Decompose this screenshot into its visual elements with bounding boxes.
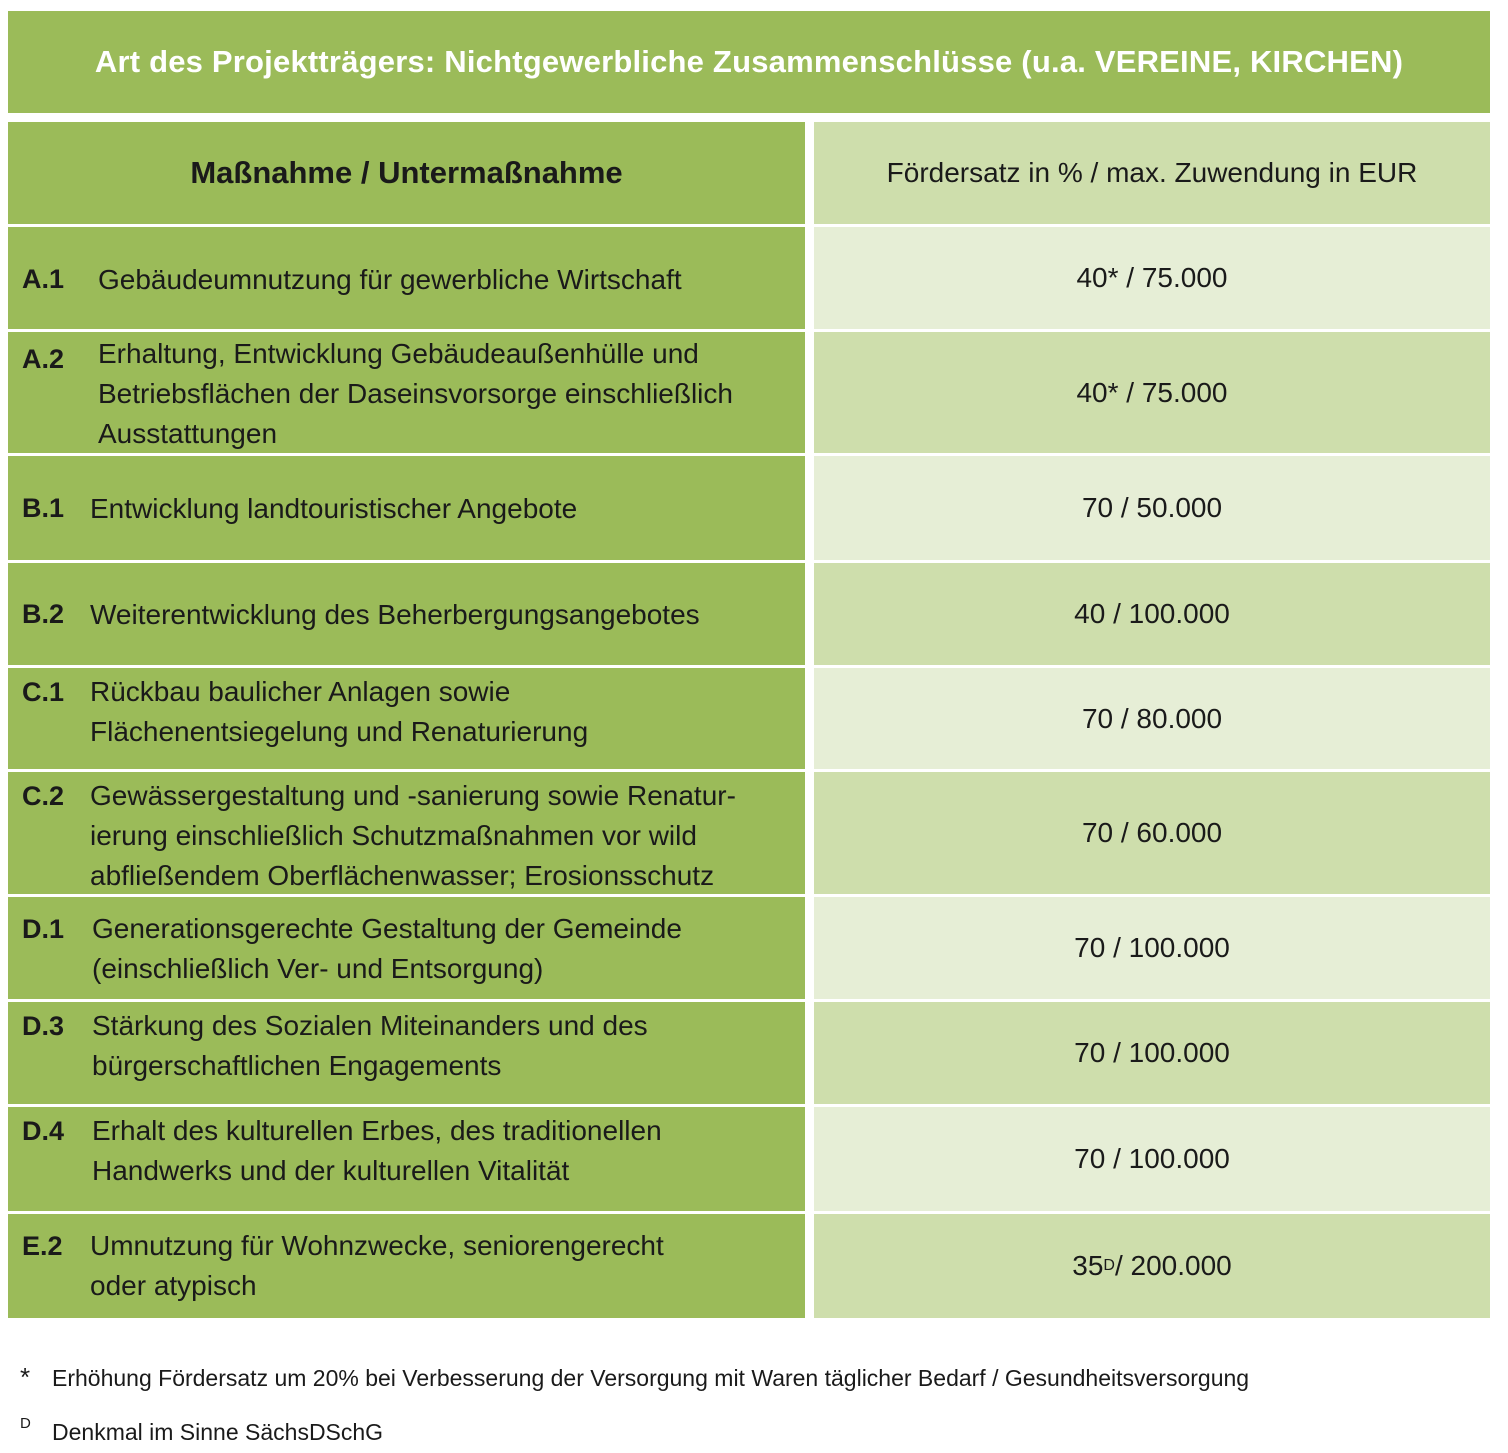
rate-cell: 70 / 60.000 <box>814 772 1490 894</box>
table-row <box>8 563 1490 665</box>
rate-max: / 200.000 <box>1114 1250 1232 1281</box>
funding-table <box>8 122 1490 1321</box>
footnote-star-text: Erhöhung Fördersatz um 20% bei Verbesserung der Versorgung mit Waren täglicher Bedarf / Gesundheitsversorgung <box>52 1365 1250 1391</box>
table-row <box>8 897 1490 999</box>
measure-cell <box>8 227 805 329</box>
measure-label: Gewässergestaltung und -sanierung sowie Renatur- ierung einschließlich Schutzmaßnahmen vor wild abfließendem Oberflächenwasser; Erosionsschutz <box>90 780 736 891</box>
table-row <box>8 1002 1490 1104</box>
measure-label: Rückbau baulicher Anlagen sowie Flächenentsiegelung und Renaturierung <box>90 676 589 747</box>
measure-cell <box>8 456 805 560</box>
table-row <box>8 772 1490 894</box>
table-row <box>8 1107 1490 1211</box>
measure-code: D.4 <box>22 1116 65 1146</box>
measure-code: C.1 <box>22 677 65 707</box>
measure-code: A.2 <box>22 344 65 374</box>
rate-cell: 35 D / 200.000 <box>814 1214 1490 1318</box>
measure-cell <box>8 897 805 999</box>
measure-label: Weiterentwicklung des Beherbergungsangebotes <box>90 599 700 630</box>
measure-cell <box>8 1002 805 1104</box>
rate-cell: 70 / 100.000 <box>814 1002 1490 1104</box>
rate-cell: 70 / 50.000 <box>814 456 1490 560</box>
rate-cell: 40* / 75.000 <box>814 227 1490 329</box>
footnote-d-mark: D <box>20 1415 31 1432</box>
measure-label: Erhaltung, Entwicklung Gebäudeaußenhülle und Betriebsflächen der Daseinsvorsorge einschließlich Ausstattungen <box>98 338 733 449</box>
measure-label: Umnutzung für Wohnzwecke, seniorengerecht oder atypisch <box>90 1230 664 1301</box>
table-row <box>8 1214 1490 1318</box>
measure-label: Entwicklung landtouristischer Angebote <box>90 493 578 524</box>
rate-cell: 70 / 100.000 <box>814 1107 1490 1211</box>
header-row <box>8 122 1490 224</box>
table-row <box>8 668 1490 769</box>
footnote-d <box>20 1415 384 1446</box>
measure-code: B.1 <box>22 493 65 523</box>
rate-cell: 70 / 100.000 <box>814 897 1490 999</box>
measure-label: Gebäudeumnutzung für gewerbliche Wirtschaft <box>98 264 682 295</box>
measure-code: D.3 <box>22 1011 65 1041</box>
table-row <box>8 456 1490 560</box>
table-row <box>8 227 1490 329</box>
measure-code: C.2 <box>22 781 65 811</box>
measure-label: Generationsgerechte Gestaltung der Gemeinde (einschließlich Ver- und Entsorgung) <box>92 913 682 984</box>
table-row <box>8 332 1490 453</box>
measure-code: B.2 <box>22 599 65 629</box>
measure-cell <box>8 1214 805 1318</box>
footnote-star-mark: * <box>20 1362 31 1392</box>
rate-value: 35 <box>1072 1250 1104 1281</box>
measure-cell <box>8 1107 805 1211</box>
measure-cell <box>8 668 805 769</box>
table-title: Art des Projektträgers: Nichtgewerbliche Zusammenschlüsse (u.a. VEREINE, KIRCHEN) <box>94 44 1404 79</box>
measure-code: E.2 <box>22 1231 63 1261</box>
header-measure: Maßnahme / Untermaßnahme <box>8 122 805 224</box>
measure-cell <box>8 563 805 665</box>
measure-code: D.1 <box>22 914 65 944</box>
footnote-star <box>20 1362 1249 1393</box>
header-rate: Fördersatz in % / max. Zuwendung in EUR <box>814 122 1490 224</box>
rate-cell: 40* / 75.000 <box>814 332 1490 453</box>
rate-cell: 40 / 100.000 <box>814 563 1490 665</box>
measure-label: Stärkung des Sozialen Miteinanders und des bürgerschaftlichen Engagements <box>92 1010 648 1081</box>
measure-code: A.1 <box>22 264 65 294</box>
measure-cell <box>8 332 805 453</box>
footnote-d-text: Denkmal im Sinne SächsDSchG <box>52 1419 384 1445</box>
title-bar <box>8 11 1490 113</box>
rate-cell: 70 / 80.000 <box>814 668 1490 769</box>
measure-cell <box>8 772 805 894</box>
measure-label: Erhalt des kulturellen Erbes, des traditionellen Handwerks und der kulturellen Vitalität <box>92 1115 662 1186</box>
